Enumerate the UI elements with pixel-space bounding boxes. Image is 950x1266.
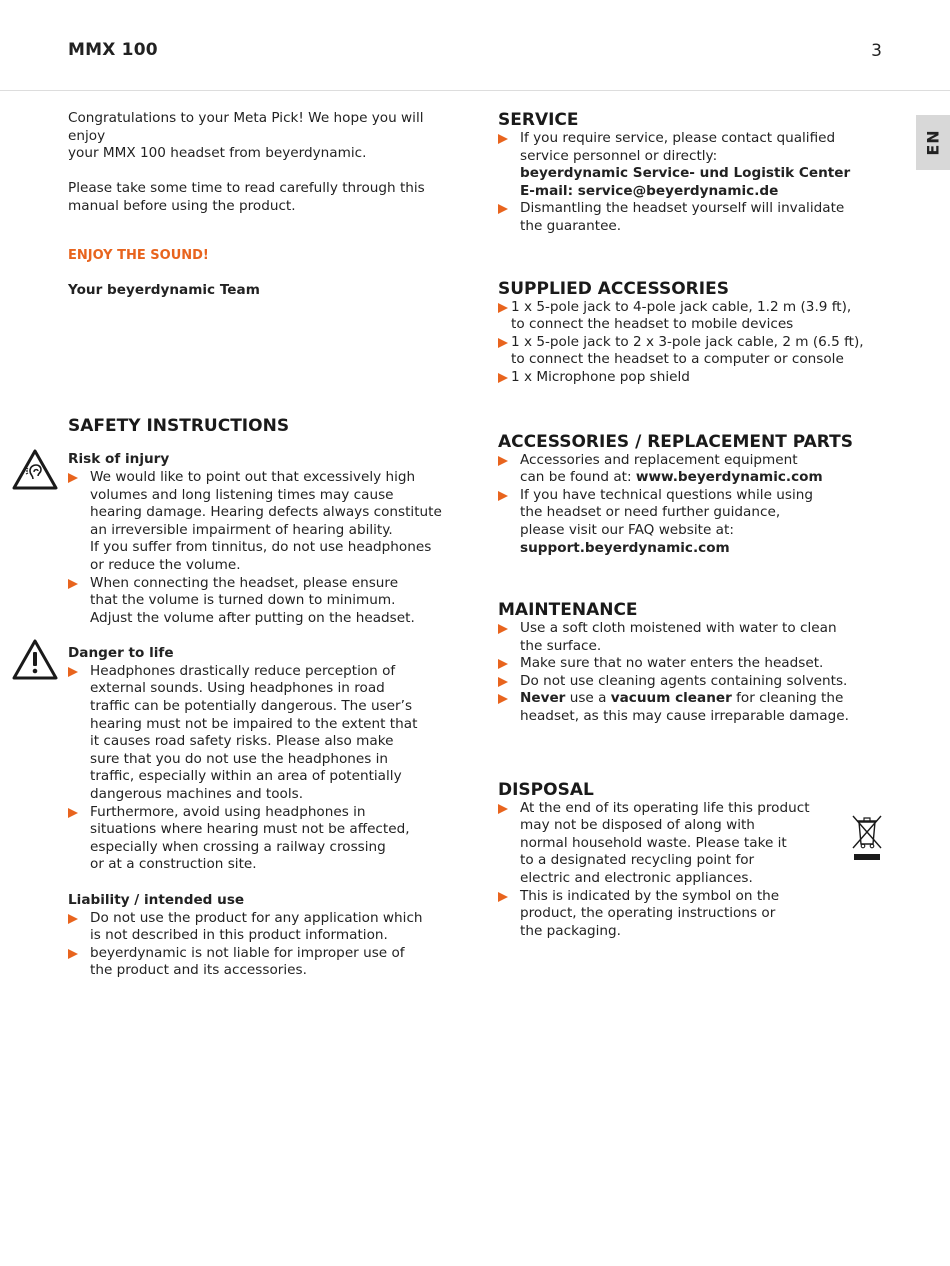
replacement-text: Accessories and replacement equipment can be found at: [520, 451, 798, 486]
disposal-title: DISPOSAL [498, 779, 594, 800]
maintenance-text: use a [565, 690, 611, 707]
list-item: Use a soft cloth moistened with water to clean the surface. [498, 620, 868, 655]
slogan: ENJOY THE SOUND! [68, 247, 209, 263]
list-item: 1 x 5-pole jack to 2 x 3-pole jack cable, 2 m (6.5 ft), to connect the headset to a computer or console [498, 334, 868, 369]
page-title: MMX 100 [68, 40, 158, 60]
danger-warning-icon [12, 638, 58, 680]
replacement-title: ACCESSORIES / REPLACEMENT PARTS [498, 431, 853, 452]
list-item: Headphones drastically reduce perception of external sounds. Using headphones in road traffic can be potentially dangerous. The user’s hearing must not be impaired to the extent that it causes road safety risks. Please also make sure that you do not use the headphones in traffic, especially within an area of potentially dangerous machines and tools. [68, 663, 458, 804]
list-item: When connecting the headset, please ensure that the volume is turned down to minimum. Adjust the volume after putting on the headset. [68, 575, 458, 628]
support-link: support.beyerdynamic.com [520, 539, 730, 556]
danger-list [68, 663, 458, 874]
liability-list [68, 910, 458, 980]
replacement-list [498, 452, 868, 558]
hearing-warning-icon [12, 448, 58, 490]
accessories-title: SUPPLIED ACCESSORIES [498, 278, 729, 299]
danger-heading: Danger to life [68, 645, 174, 662]
never-text: Never [520, 690, 566, 707]
list-item: Furthermore, avoid using headphones in situations where hearing must not be affected, especially when crossing a railway crossing or at a construction site. [68, 804, 458, 874]
list-item: Dismantling the headset yourself will invalidate the guarantee. [498, 200, 868, 235]
risk-list [68, 469, 458, 627]
website-link: www.beyerdynamic.com [635, 469, 823, 486]
list-item [498, 130, 868, 200]
service-email: E-mail: service@beyerdynamic.de [520, 182, 779, 199]
maintenance-text: for cleaning the headset, as this may cause irreparable damage. [520, 690, 849, 725]
right-column [498, 110, 868, 940]
service-list [498, 130, 868, 236]
left-column [68, 110, 458, 980]
header-divider [0, 90, 950, 91]
accessories-list [498, 299, 868, 387]
signature: Your beyerdynamic Team [68, 281, 260, 298]
language-tab-label: EN [923, 129, 943, 156]
list-item: Do not use the product for any application which is not described in this product information. [68, 910, 458, 945]
list-item: 1 x Microphone pop shield [498, 369, 868, 387]
service-title: SERVICE [498, 110, 579, 130]
list-item: This is indicated by the symbol on the product, the operating instructions or the packaging. [498, 888, 868, 941]
service-text: If you require service, please contact qualified service personnel or directly: [520, 130, 836, 164]
disposal-list [498, 800, 868, 941]
faq-text: If you have technical questions while using the headset or need further guidance, please visit our FAQ website at: [520, 486, 813, 538]
maintenance-list [498, 620, 868, 726]
list-item [498, 452, 868, 487]
list-item: beyerdynamic is not liable for improper use of the product and its accessories. [68, 945, 458, 980]
safety-title: SAFETY INSTRUCTIONS [68, 416, 290, 437]
weee-bin-icon [850, 812, 884, 862]
list-item: Do not use cleaning agents containing solvents. [498, 673, 868, 691]
list-item [498, 487, 868, 557]
language-tab [916, 115, 950, 170]
list-item [498, 690, 868, 725]
list-item: At the end of its operating life this product may not be disposed of along with normal household waste. Please take it to a designated recycling point for electric and electronic appliances. [498, 800, 868, 888]
intro-paragraph: Please take some time to read carefully through this manual before using the product. [68, 180, 425, 214]
vacuum-text: vacuum cleaner [610, 690, 732, 707]
maintenance-title: MAINTENANCE [498, 600, 638, 621]
list-item: Make sure that no water enters the headset. [498, 655, 868, 673]
page-number: 3 [871, 41, 882, 61]
intro-paragraph: Congratulations to your Meta Pick! We hope you will enjoy your MMX 100 headset from beyerdynamic. [68, 110, 424, 162]
risk-heading: Risk of injury [68, 451, 170, 468]
liability-heading: Liability / intended use [68, 892, 245, 908]
service-center: beyerdynamic Service- und Logistik Center [520, 165, 851, 182]
list-item: 1 x 5-pole jack to 4-pole jack cable, 1.2 m (3.9 ft), to connect the headset to mobile devices [498, 299, 868, 334]
list-item: We would like to point out that excessively high volumes and long listening times may cause hearing damage. Hearing defects always constitute an irreversible impairment of hearing ability. If you suffer from tinnitus, do not use headphones or reduce the volume. [68, 469, 458, 575]
